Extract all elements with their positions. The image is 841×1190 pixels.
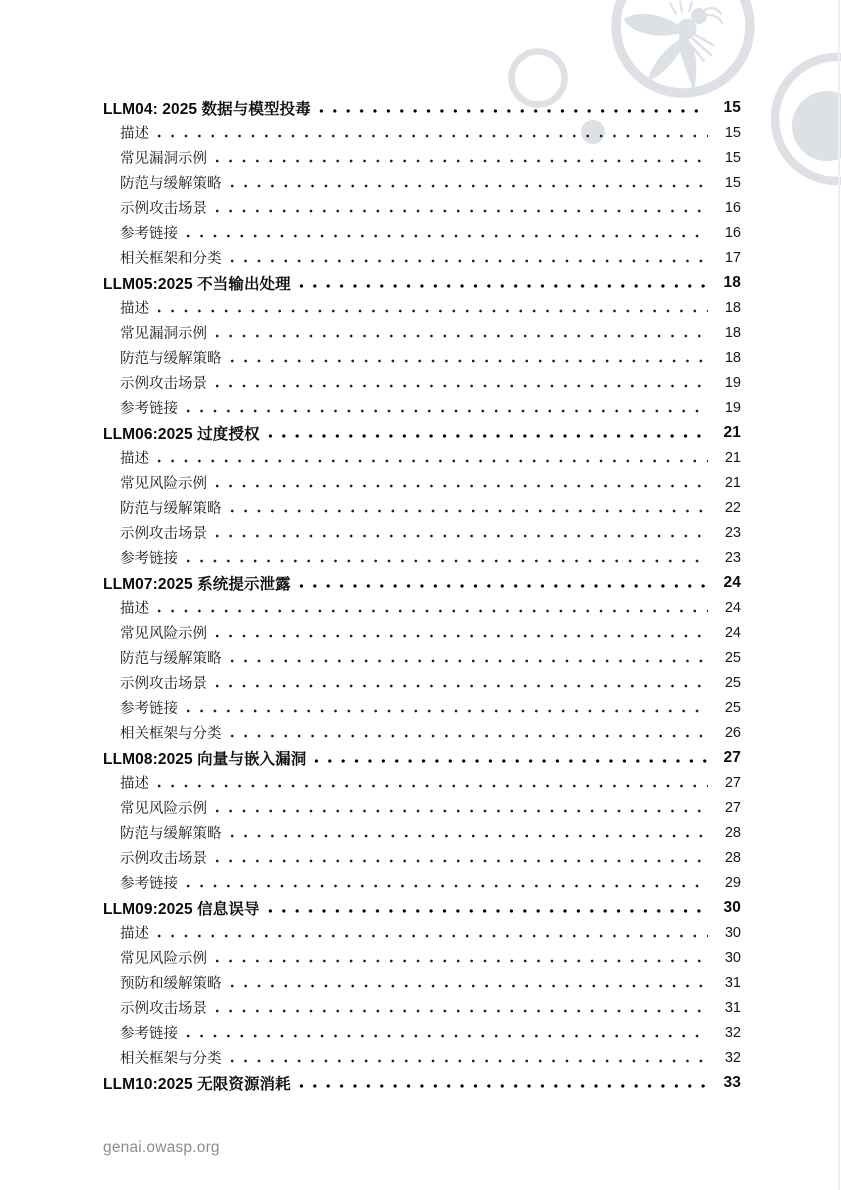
- toc-item-label: 预防和缓解策略: [120, 976, 222, 992]
- page-number: 16: [724, 224, 741, 241]
- page-number: 25: [724, 699, 741, 716]
- toc-item-row[interactable]: [103, 445, 741, 470]
- toc-section-title: LLM10:2025 无限资源消耗: [103, 1075, 291, 1093]
- dot-leader: [230, 345, 709, 370]
- page-number: 30: [724, 924, 741, 941]
- toc-item-row[interactable]: [103, 845, 741, 870]
- page-number: 24: [724, 624, 741, 641]
- toc-item-row[interactable]: [103, 220, 741, 245]
- dot-leader: [230, 1045, 709, 1070]
- toc-item-label: 防范与缓解策略: [120, 176, 222, 192]
- dot-leader: [157, 770, 708, 795]
- dot-leader: [299, 1070, 708, 1095]
- footer-link[interactable]: genai.owasp.org: [103, 1139, 220, 1156]
- toc-section-title: LLM08:2025 向量与嵌入漏洞: [103, 750, 307, 768]
- page-number: 19: [724, 399, 741, 416]
- dot-leader: [157, 120, 708, 145]
- dot-leader: [186, 220, 708, 245]
- page-number: 30: [723, 898, 741, 916]
- page-number: 18: [723, 273, 741, 291]
- toc-item-label: 相关框架和分类: [120, 251, 222, 267]
- page-number: 21: [724, 449, 741, 466]
- toc-item-row[interactable]: [103, 795, 741, 820]
- toc-item-row[interactable]: [103, 970, 741, 995]
- toc-item-row[interactable]: [103, 195, 741, 220]
- page-number: 33: [723, 1073, 741, 1091]
- toc-item-label: 参考链接: [120, 701, 178, 717]
- page-number: 31: [724, 999, 741, 1016]
- page-number: 26: [724, 724, 741, 741]
- toc-item-label: 参考链接: [120, 876, 178, 892]
- page-number: 25: [724, 649, 741, 666]
- page-edge-line: [838, 0, 840, 1190]
- page-number: 28: [724, 849, 741, 866]
- dot-leader: [215, 320, 708, 345]
- dot-leader: [215, 195, 708, 220]
- corner-target-circles: [775, 57, 841, 181]
- dot-leader: [319, 95, 708, 120]
- dot-leader: [215, 520, 708, 545]
- page-number: 23: [724, 524, 741, 541]
- page-number: 15: [724, 174, 741, 191]
- dot-leader: [157, 295, 708, 320]
- toc-section-row[interactable]: [103, 895, 741, 920]
- toc-item-row[interactable]: [103, 1045, 741, 1070]
- dot-leader: [215, 145, 708, 170]
- toc-item-row[interactable]: [103, 295, 741, 320]
- page-number: 18: [724, 324, 741, 341]
- toc-item-label: 参考链接: [120, 226, 178, 242]
- page-number: 19: [724, 374, 741, 391]
- page-number: 27: [724, 774, 741, 791]
- dot-leader: [157, 920, 708, 945]
- dot-leader: [230, 170, 709, 195]
- dot-leader: [157, 595, 708, 620]
- page-number: 15: [724, 124, 741, 141]
- toc-section-row[interactable]: [103, 95, 741, 120]
- page-number: 24: [724, 599, 741, 616]
- dot-leader: [230, 720, 709, 745]
- dot-leader: [314, 745, 708, 770]
- owasp-logo-ring: [616, 0, 750, 93]
- table-of-contents: [103, 95, 741, 1095]
- page-number: 18: [724, 349, 741, 366]
- toc-section-title: LLM06:2025 过度授权: [103, 425, 260, 443]
- toc-item-label: 描述: [120, 926, 149, 942]
- toc-item-label: 相关框架与分类: [120, 726, 222, 742]
- page-number: 32: [724, 1024, 741, 1041]
- toc-item-row[interactable]: [103, 245, 741, 270]
- dot-leader: [230, 820, 709, 845]
- dot-leader: [268, 420, 708, 445]
- toc-item-row[interactable]: [103, 720, 741, 745]
- page-number: 24: [723, 573, 741, 591]
- toc-item-label: 示例攻击场景: [120, 201, 207, 217]
- toc-item-row[interactable]: [103, 920, 741, 945]
- toc-item-label: 参考链接: [120, 401, 178, 417]
- page-number: 25: [724, 674, 741, 691]
- page-number: 18: [724, 299, 741, 316]
- dot-leader: [186, 870, 708, 895]
- toc-item-label: 常见漏洞示例: [120, 326, 207, 342]
- toc-item-row[interactable]: [103, 595, 741, 620]
- toc-item-row[interactable]: [103, 695, 741, 720]
- toc-item-row[interactable]: [103, 120, 741, 145]
- toc-section-row[interactable]: [103, 270, 741, 295]
- toc-section-title: LLM09:2025 信息误导: [103, 900, 260, 918]
- toc-item-row[interactable]: [103, 395, 741, 420]
- toc-section-title: LLM04: 2025 数据与模型投毒: [103, 100, 311, 118]
- toc-item-label: 防范与缓解策略: [120, 651, 222, 667]
- page-number: 21: [723, 423, 741, 441]
- dot-leader: [230, 970, 709, 995]
- toc-item-label: 参考链接: [120, 551, 178, 567]
- toc-item-label: 常见风险示例: [120, 626, 207, 642]
- dot-leader: [230, 495, 709, 520]
- toc-item-label: 参考链接: [120, 1026, 178, 1042]
- toc-item-label: 示例攻击场景: [120, 676, 207, 692]
- dot-leader: [157, 445, 708, 470]
- toc-item-label: 示例攻击场景: [120, 851, 207, 867]
- toc-item-label: 示例攻击场景: [120, 526, 207, 542]
- toc-item-label: 示例攻击场景: [120, 1001, 207, 1017]
- toc-item-label: 描述: [120, 451, 149, 467]
- toc-item-label: 描述: [120, 776, 149, 792]
- toc-item-row[interactable]: [103, 870, 741, 895]
- toc-item-label: 防范与缓解策略: [120, 826, 222, 842]
- toc-item-label: 常见风险示例: [120, 951, 207, 967]
- dot-leader: [186, 1020, 708, 1045]
- dot-leader: [186, 695, 708, 720]
- page-number: 27: [724, 799, 741, 816]
- toc-item-row[interactable]: [103, 520, 741, 545]
- toc-item-label: 常见风险示例: [120, 476, 207, 492]
- page-number: 23: [724, 549, 741, 566]
- toc-item-row[interactable]: [103, 670, 741, 695]
- toc-item-label: 防范与缓解策略: [120, 351, 222, 367]
- dot-leader: [299, 270, 708, 295]
- toc-item-label: 相关框架与分类: [120, 1051, 222, 1067]
- toc-item-row[interactable]: [103, 545, 741, 570]
- toc-item-row[interactable]: [103, 770, 741, 795]
- dot-leader: [215, 620, 708, 645]
- dot-leader: [299, 570, 708, 595]
- page-number: 29: [724, 874, 741, 891]
- toc-item-label: 常见漏洞示例: [120, 151, 207, 167]
- toc-item-label: 描述: [120, 601, 149, 617]
- toc-item-label: 示例攻击场景: [120, 376, 207, 392]
- dot-leader: [215, 945, 708, 970]
- dot-leader: [230, 645, 709, 670]
- owasp-wasp-icon: [624, 1, 722, 93]
- toc-item-row[interactable]: [103, 1020, 741, 1045]
- toc-item-row[interactable]: [103, 645, 741, 670]
- page-number: 16: [724, 199, 741, 216]
- dot-leader: [215, 995, 708, 1020]
- page-number: 28: [724, 824, 741, 841]
- page-number: 22: [724, 499, 741, 516]
- dot-leader: [215, 795, 708, 820]
- toc-item-label: 描述: [120, 301, 149, 317]
- dot-leader: [215, 470, 708, 495]
- toc-item-row[interactable]: [103, 470, 741, 495]
- toc-item-row[interactable]: [103, 995, 741, 1020]
- toc-item-row[interactable]: [103, 620, 741, 645]
- dot-leader: [186, 395, 708, 420]
- toc-item-label: 防范与缓解策略: [120, 501, 222, 517]
- dot-leader: [230, 245, 709, 270]
- dot-leader: [268, 895, 708, 920]
- dot-leader: [215, 845, 708, 870]
- page-number: 31: [724, 974, 741, 991]
- toc-section-row[interactable]: [103, 420, 741, 445]
- toc-item-label: 常见风险示例: [120, 801, 207, 817]
- toc-item-row[interactable]: [103, 320, 741, 345]
- toc-section-row[interactable]: [103, 1070, 741, 1095]
- page-number: 27: [723, 748, 741, 766]
- page-number: 15: [724, 149, 741, 166]
- page-number: 30: [724, 949, 741, 966]
- toc-section-row[interactable]: [103, 745, 741, 770]
- toc-item-row[interactable]: [103, 145, 741, 170]
- toc-section-title: LLM05:2025 不当输出处理: [103, 275, 291, 293]
- toc-item-row[interactable]: [103, 945, 741, 970]
- page-number: 21: [724, 474, 741, 491]
- toc-item-row[interactable]: [103, 820, 741, 845]
- toc-section-row[interactable]: [103, 570, 741, 595]
- page-number: 15: [723, 98, 741, 116]
- toc-item-label: 描述: [120, 126, 149, 142]
- dot-leader: [186, 545, 708, 570]
- dot-leader: [215, 370, 708, 395]
- dot-leader: [215, 670, 708, 695]
- page-number: 17: [724, 249, 741, 266]
- toc-item-row[interactable]: [103, 170, 741, 195]
- toc-item-row[interactable]: [103, 345, 741, 370]
- toc-section-title: LLM07:2025 系统提示泄露: [103, 575, 291, 593]
- page-number: 32: [724, 1049, 741, 1066]
- toc-item-row[interactable]: [103, 370, 741, 395]
- toc-item-row[interactable]: [103, 495, 741, 520]
